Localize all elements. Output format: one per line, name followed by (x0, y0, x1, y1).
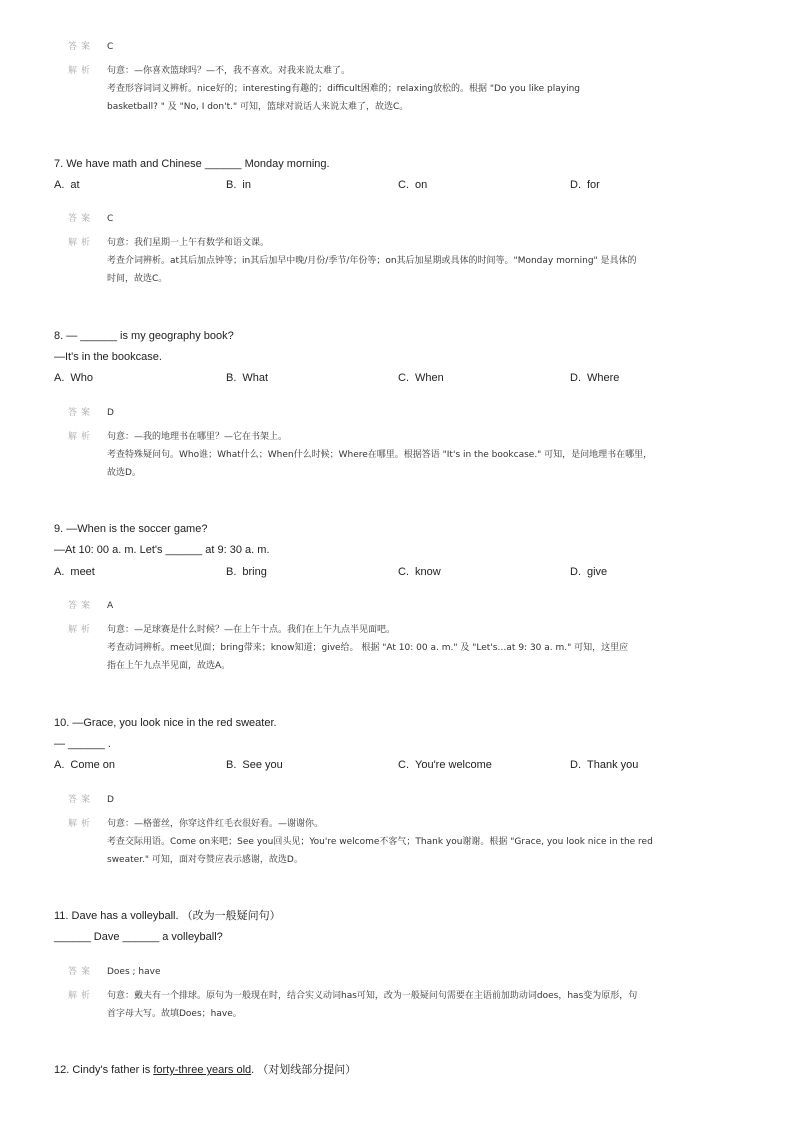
answer-tag: 答案 (68, 214, 95, 224)
option-b: B. See you (226, 759, 283, 771)
analysis-line: 考查特殊疑问句。Who谁；What什么；When什么时候；Where在哪里。根据答语 "It's in the bookcase." 可知，是问地理书在哪里， (107, 450, 653, 460)
q11-answer-block (68, 963, 728, 1023)
analysis-line: 考查交际用语。Come on来吧；See you回头见；You're welcome不客气；Thank you谢谢。根据 "Grace, you look nice in the red (107, 837, 653, 847)
q10-answer-block (68, 791, 728, 869)
answer-tag: 答案 (68, 42, 95, 52)
analysis-line: 故选D。 (107, 468, 141, 478)
answer-value: D (107, 795, 114, 805)
analysis-line: 指在上午九点半见面，故选A。 (107, 661, 231, 671)
analysis-line: 句意：—我的地理书在哪里？—它在书架上。 (107, 432, 288, 442)
option-a: A. Come on (54, 759, 116, 771)
stem-suffix: . （对划线部分提问） (251, 1064, 357, 1076)
stem-prefix: 12. Cindy's father is (54, 1064, 154, 1076)
q7-answer-block (68, 210, 728, 288)
analysis-line: 句意：—足球赛是什么时候？—在上午十点。我们在上午九点半见面吧。 (107, 625, 396, 635)
analysis-line: 句意：—你喜欢篮球吗？—不，我不喜欢。对我来说太难了。 (107, 66, 351, 76)
analysis-tag: 解析 (68, 432, 95, 442)
q8-options (54, 368, 754, 388)
answer-value: Does ; have (107, 967, 161, 977)
question-stem-line-2: ______ Dave ______ a volleyball? (54, 931, 223, 943)
answer-value: C (107, 214, 114, 224)
option-b: B. in (226, 179, 251, 191)
q7-options (54, 175, 754, 195)
underlined-phrase: forty-three years old (153, 1064, 252, 1076)
option-d: D. Thank you (570, 759, 639, 771)
question-stem (54, 1060, 356, 1081)
option-b: B. What (226, 372, 269, 384)
analysis-line: 考查介词辨析。at其后加点钟等；in其后加早中晚/月份/季节/年份等；on其后加星期或具体的时间等。"Monday morning" 是具体的 (107, 256, 637, 266)
analysis-tag: 解析 (68, 66, 95, 76)
analysis-line: basketball? " 及 "No, I don't." 可知，篮球对说话人来说太难了，故选C。 (107, 102, 409, 112)
q9-answer-block (68, 597, 728, 675)
q10-options (54, 755, 754, 775)
q6-answer-block (68, 38, 728, 116)
option-d: D. Where (570, 372, 620, 384)
answer-tag: 答案 (68, 601, 95, 611)
option-b: B. bring (226, 566, 267, 578)
q9-options (54, 562, 754, 582)
question-stem-line-2: — ______ . (54, 738, 111, 750)
answer-tag: 答案 (68, 795, 95, 805)
analysis-line: 考查动词辨析。meet见面；bring带来；know知道；give给。 根据 "At 10: 00 a. m." 及 "Let's…at 9: 30 a. m." 可知，这里应 (107, 643, 629, 653)
question-stem: 7. We have math and Chinese ______ Monday morning. (54, 158, 330, 170)
analysis-line: 首字母大写。故填Does；have。 (107, 1009, 242, 1019)
question-stem: 11. Dave has a volleyball. （改为一般疑问句） (54, 910, 281, 922)
answer-tag: 答案 (68, 408, 95, 418)
question-stem: 8. — ______ is my geography book? (54, 330, 234, 342)
question-stem-line-2: —It's in the bookcase. (54, 351, 162, 363)
question-stem: 9. —When is the soccer game? (54, 523, 208, 535)
answer-value: C (107, 42, 114, 52)
option-a: A. meet (54, 566, 95, 578)
option-a: A. at (54, 179, 80, 191)
question-stem-line-2: —At 10: 00 a. m. Let's ______ at 9: 30 a. m. (54, 544, 270, 556)
analysis-tag: 解析 (68, 625, 95, 635)
analysis-line: 句意：我们星期一上午有数学和语文课。 (107, 238, 270, 248)
option-c: C. on (398, 179, 428, 191)
analysis-tag: 解析 (68, 238, 95, 248)
analysis-line: 句意：戴夫有一个排球。原句为一般现在时，结合实义动词has可知，改为一般疑问句需要在主语前加助动词does，has变为原形，句 (107, 991, 638, 1001)
answer-value: A (107, 601, 114, 611)
option-a: A. Who (54, 372, 94, 384)
analysis-line: 考查形容词词义辨析。nice好的；interesting有趣的；difficult困难的；relaxing放松的。根据 "Do you like playing (107, 84, 580, 94)
answer-value: D (107, 408, 114, 418)
option-d: D. for (570, 179, 600, 191)
question-stem: 10. —Grace, you look nice in the red sweater. (54, 717, 277, 729)
option-d: D. give (570, 566, 608, 578)
option-c: C. know (398, 566, 441, 578)
answer-tag: 答案 (68, 967, 95, 977)
analysis-tag: 解析 (68, 991, 95, 1001)
analysis-line: 时间，故选C。 (107, 274, 168, 284)
option-c: C. When (398, 372, 444, 384)
analysis-line: 句意：—格蕾丝，你穿这件红毛衣很好看。—谢谢你。 (107, 819, 324, 829)
analysis-tag: 解析 (68, 819, 95, 829)
q8-answer-block (68, 404, 728, 482)
analysis-line: sweater." 可知，面对夸赞应表示感谢，故选D。 (107, 855, 303, 865)
option-c: C. You're welcome (398, 759, 492, 771)
